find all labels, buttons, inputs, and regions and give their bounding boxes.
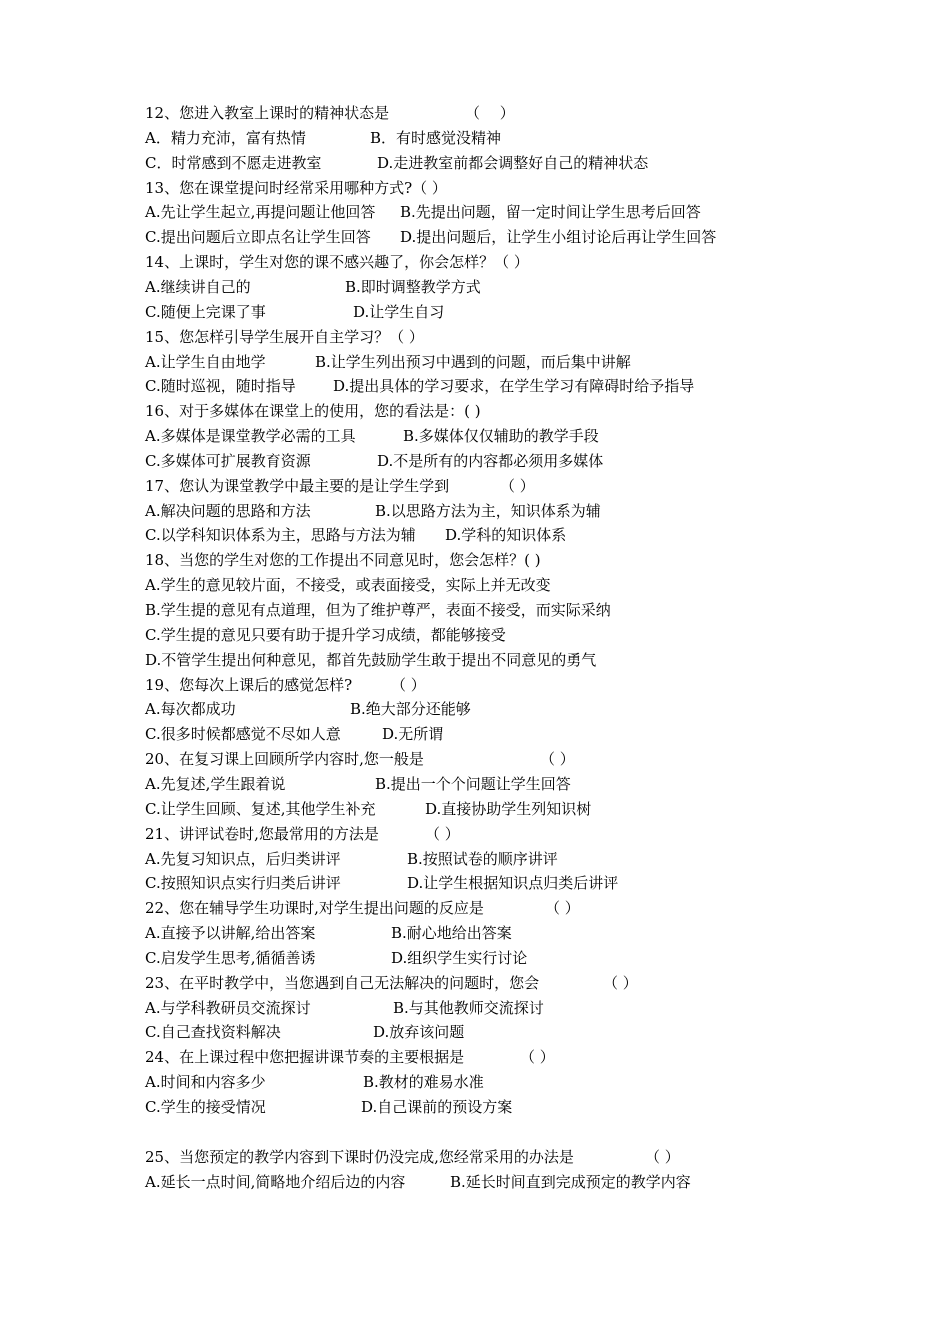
option-text: C.多媒体可扩展教育资源 [145,451,311,470]
option-text: A.让学生自由地学 [145,352,266,371]
option-text: D.学科的知识体系 [445,526,567,545]
option-text: A.解决问题的思路和方法 [145,501,311,520]
option-text: D.自己课前的预设方案 [361,1098,513,1116]
question-stem: 17、您认为课堂教学中最主要的是让学生学到 [145,476,450,495]
option-text: C.学生提的意见只要有助于提升学习成绩，都能够接受 [145,625,506,644]
option-text: B.教材的难易水准 [363,1073,484,1092]
option-text: D.让学生自习 [353,302,445,321]
option-text: B.先提出问题，留一定时间让学生思考后回答 [400,203,701,222]
option-text: A.延长一点时间,简略地介绍后边的内容 [145,1172,406,1191]
option-text: D.提出具体的学习要求，在学生学习有障碍时给予指导 [333,377,695,396]
option-text: C．时常感到不愿走进教室 [145,153,322,172]
answer-blank: （ ） [500,476,535,495]
option-text: C.很多时候都感觉不尽如人意 [145,725,341,744]
option-text: A.多媒体是课堂教学必需的工具 [145,427,356,446]
option-text: D.提出问题后，让学生小组讨论后再让学生回答 [400,228,717,247]
question-stem: 13、您在课堂提问时经常采用哪种方式?（ ） [145,178,447,197]
answer-blank: （ ） [425,824,460,843]
option-text: A.先复习知识点，后归类讲评 [145,849,341,868]
option-text: A.每次都成功 [145,700,236,719]
question-stem: 23、在平时教学中，当您遇到自己无法解决的问题时，您会 [145,973,540,992]
question-stem: 25、当您预定的教学内容到下课时仍没完成,您经常采用的办法是 [145,1147,574,1166]
option-text: D.不是所有的内容都必须用多媒体 [377,451,604,470]
option-text: A．精力充沛，富有热情 [145,128,306,147]
option-text: B.多媒体仅仅辅助的教学手段 [403,427,599,446]
answer-blank: （ ） [465,104,515,122]
option-text: C.随便上完课了事 [145,302,266,321]
question-stem: 19、您每次上课后的感觉怎样? [145,675,353,694]
option-text: B.让学生列出预习中遇到的问题，而后集中讲解 [315,352,631,371]
option-text: A.时间和内容多少 [145,1073,266,1092]
option-text: C.学生的接受情况 [145,1098,266,1116]
option-text: A.直接予以讲解,给出答案 [145,924,316,943]
option-text: B.以思路方法为主，知识体系为辅 [375,501,601,520]
answer-blank: （ ） [540,750,575,769]
answer-blank: （ ） [520,1048,555,1067]
option-text: A.与学科教研员交流探讨 [145,998,311,1017]
question-stem: 18、当您的学生对您的工作提出不同意见时，您会怎样？( ) [145,551,541,570]
answer-blank: （ ） [545,899,580,918]
option-text: C.启发学生思考,循循善诱 [145,948,316,967]
option-text: D.放弃该问题 [373,1023,465,1042]
option-text: C.按照知识点实行归类后讲评 [145,874,341,893]
option-text: A.学生的意见较片面，不接受，或表面接受，实际上并无改变 [145,576,551,595]
option-text: A.先复述,学生跟着说 [145,774,286,793]
option-text: C.让学生回顾、复述,其他学生补充 [145,799,376,818]
question-stem: 12、您进入教室上课时的精神状态是 [145,104,390,122]
option-text: B.绝大部分还能够 [350,700,471,719]
question-stem: 15、您怎样引导学生展开自主学习？（ ） [145,327,424,346]
option-text: C.以学科知识体系为主，思路与方法为辅 [145,526,416,545]
option-text: A.继续讲自己的 [145,277,251,296]
option-text: B.延长时间直到完成预定的教学内容 [450,1172,691,1191]
option-text: B.按照试卷的顺序讲评 [407,849,558,868]
question-stem: 24、在上课过程中您把握讲课节奏的主要根据是 [145,1048,465,1067]
option-text: D.组织学生实行讨论 [391,948,528,967]
option-text: D.走进教室前都会调整好自己的精神状态 [377,153,649,172]
question-stem: 20、在复习课上回顾所学内容时,您一般是 [145,750,424,769]
option-text: B.耐心地给出答案 [391,924,512,943]
option-text: C.随时巡视，随时指导 [145,377,296,396]
option-text: B.学生提的意见有点道理，但为了维护尊严，表面不接受，而实际采纳 [145,601,611,619]
option-text: B．有时感觉没精神 [370,128,502,147]
option-text: B.提出一个个问题让学生回答 [375,774,571,793]
option-text: B.即时调整教学方式 [345,277,481,296]
question-stem: 14、上课时，学生对您的课不感兴趣了，你会怎样？（ ） [145,253,529,272]
question-stem: 21、讲评试卷时,您最常用的方法是 [145,824,379,843]
answer-blank: （ ） [391,675,426,694]
option-text: B.与其他教师交流探讨 [393,998,544,1017]
option-text: D.让学生根据知识点归类后讲评 [407,874,619,893]
option-text: D.无所谓 [382,725,444,744]
option-text: A.先让学生起立,再提问题让他回答 [145,203,376,222]
option-text: D.不管学生提出何种意见，都首先鼓励学生敢于提出不同意见的勇气 [145,650,597,669]
question-stem: 16、对于多媒体在课堂上的使用，您的看法是：( ) [145,402,481,421]
answer-blank: （ ） [645,1147,680,1166]
option-text: D.直接协助学生列知识树 [425,799,592,818]
option-text: C.提出问题后立即点名让学生回答 [145,228,371,247]
answer-blank: （ ） [603,973,638,992]
option-text: C.自己查找资料解决 [145,1023,281,1042]
question-stem: 22、您在辅导学生功课时,对学生提出问题的反应是 [145,899,484,918]
